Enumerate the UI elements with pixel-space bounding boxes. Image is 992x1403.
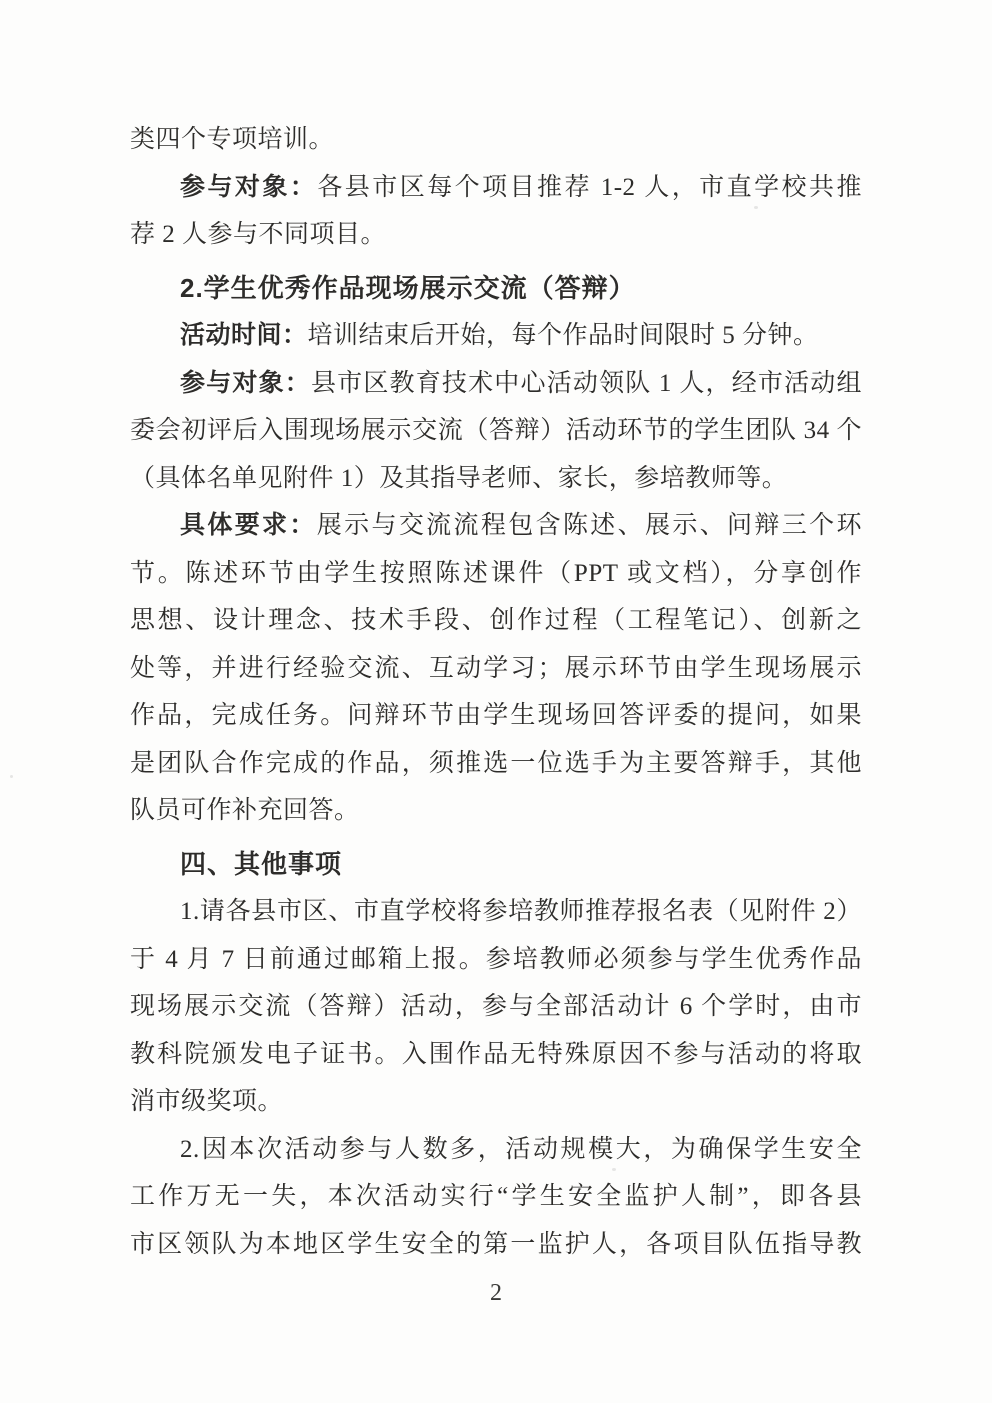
page-number: 2: [490, 1280, 502, 1306]
document-line: [130, 936, 862, 984]
section-heading: [130, 841, 862, 889]
scan-speck: [612, 1168, 616, 1171]
text-segment: （具体名单见附件 1）及其指导老师、家长，参培教师等。: [130, 464, 788, 492]
document-line: [130, 888, 862, 936]
text-segment: 教科院颁发电子证书。入围作品无特殊原因不参与活动的将取: [130, 1040, 862, 1068]
bold-text-segment: 活动时间：: [180, 321, 308, 349]
bold-text-segment: 参与对象：: [180, 368, 311, 397]
text-segment: 各县市区每个项目推荐 1-2 人，市直学校共推: [317, 173, 862, 201]
document-line: [130, 1173, 862, 1221]
text-segment: 于 4 月 7 日前通过邮箱上报。参培教师必须参与学生优秀作品: [130, 945, 862, 973]
document-line: [130, 1078, 862, 1126]
document-body: [130, 116, 862, 1268]
text-segment: 展示与交流流程包含陈述、展示、问辩三个环: [316, 512, 862, 539]
text-segment: 类四个专项培训。: [130, 126, 335, 153]
document-line: [130, 692, 862, 740]
section-heading: [130, 265, 862, 313]
document-line: [130, 550, 862, 598]
document-line: [130, 740, 862, 788]
bold-text-segment: 2.学生优秀作品现场展示交流（答辩）: [180, 272, 636, 303]
document-line: [130, 455, 862, 503]
text-segment: 工作万无一失，本次活动实行“学生安全监护人制”，即各县: [130, 1183, 862, 1210]
document-line: [130, 211, 862, 259]
text-segment: 是团队合作完成的作品，须推选一位选手为主要答辩手，其他: [130, 749, 862, 777]
text-segment: 思想、设计理念、技术手段、创作过程（工程笔记）、创新之: [130, 607, 862, 634]
document-line: [130, 787, 862, 835]
text-segment: 2.因本次活动参与人数多，活动规模大，为确保学生安全: [180, 1135, 862, 1163]
text-segment: 市区领队为本地区学生安全的第一监护人，各项目队伍指导教: [130, 1230, 862, 1258]
document-line: [130, 164, 862, 212]
document-line: [130, 983, 862, 1031]
text-segment: 消市级奖项。: [130, 1088, 284, 1115]
document-line: [130, 312, 862, 360]
text-segment: 队员可作补充回答。: [130, 797, 360, 824]
text-segment: 1.请各县市区、市直学校将参培教师推荐报名表（见附件 2）: [180, 898, 862, 925]
document-line: [130, 407, 862, 455]
scan-speck: [754, 206, 758, 209]
document-line: [130, 502, 862, 550]
text-segment: 作品，完成任务。问辩环节由学生现场回答评委的提问，如果: [130, 702, 862, 729]
bold-text-segment: 具体要求：: [180, 511, 317, 539]
document-line: [130, 1031, 862, 1079]
text-segment: 委会初评后入围现场展示交流（答辩）活动环节的学生团队 34 个: [130, 417, 862, 444]
text-segment: 节。陈述环节由学生按照陈述课件（PPT 或文档），分享创作: [130, 559, 862, 587]
document-line: [130, 597, 862, 645]
document-line: [130, 360, 862, 408]
document-line: [130, 645, 862, 693]
scan-speck: [10, 775, 13, 778]
bold-text-segment: 参与对象：: [180, 172, 318, 201]
bold-text-segment: 四、其他事项: [180, 848, 343, 879]
text-segment: 处等，并进行经验交流、互动学习；展示环节由学生现场展示: [130, 654, 862, 682]
document-line: [130, 1221, 862, 1269]
text-segment: 荐 2 人参与不同项目。: [130, 221, 387, 248]
document-line: [130, 1126, 862, 1174]
text-segment: 培训结束后开始，每个作品时间限时 5 分钟。: [307, 322, 819, 349]
text-segment: 县市区教育技术中心活动领队 1 人，经市活动组: [310, 369, 862, 397]
text-segment: 现场展示交流（答辩）活动，参与全部活动计 6 个学时，由市: [130, 993, 862, 1020]
document-line: [130, 116, 862, 164]
